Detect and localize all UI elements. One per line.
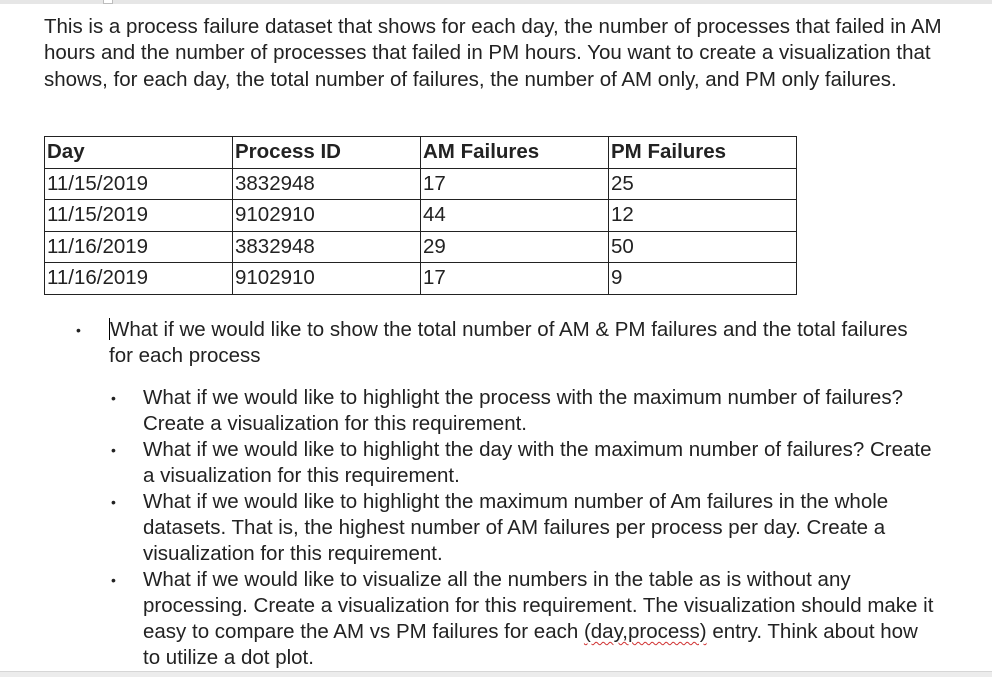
- header-am-failures[interactable]: AM Failures: [421, 137, 609, 169]
- table-cell[interactable]: 17: [421, 168, 609, 200]
- table-header-row: [45, 137, 797, 169]
- list-item[interactable]: [44, 317, 934, 671]
- document-page: [44, 14, 964, 669]
- ruler-marker: [103, 0, 113, 4]
- list-item[interactable]: [109, 489, 934, 567]
- table-cell[interactable]: 17: [421, 263, 609, 295]
- table-cell[interactable]: 3832948: [233, 231, 421, 263]
- table-cell[interactable]: 9102910: [233, 200, 421, 232]
- bullet-icon: •: [111, 442, 116, 458]
- table-cell[interactable]: 11/16/2019: [45, 231, 233, 263]
- table-cell[interactable]: 9: [609, 263, 797, 295]
- list-item[interactable]: [109, 437, 934, 489]
- intro-paragraph[interactable]: This is a process failure dataset that shows for each day, the number of processes that failed in AM hours and the number of processes that failed in PM hours. You want to create a visualization that shows, for each day, the total number of failures, the number of AM only, and PM only failures.: [44, 15, 942, 91]
- bullet-icon: •: [111, 572, 116, 588]
- bullet-icon: •: [111, 494, 116, 510]
- table-cell[interactable]: 29: [421, 231, 609, 263]
- spellcheck-flagged-text[interactable]: (day,process): [583, 620, 707, 643]
- table-cell[interactable]: 9102910: [233, 263, 421, 295]
- table-cell[interactable]: 25: [609, 168, 797, 200]
- header-day[interactable]: Day: [45, 137, 233, 169]
- table-row: [45, 263, 797, 295]
- header-pm-failures[interactable]: PM Failures: [609, 137, 797, 169]
- list-item-text: What if we would like to highlight the maximum number of Am failures in the whole datasets. That is, the highest number of AM failures per process per day. Create a visualization for this requirement.: [143, 490, 889, 565]
- table-row: [45, 168, 797, 200]
- list-item-text: entry. Think about how to utilize a dot plot.: [143, 620, 918, 669]
- table-cell[interactable]: 44: [421, 200, 609, 232]
- list-item[interactable]: [109, 385, 934, 437]
- sub-bullet-list: [109, 385, 934, 671]
- bottom-page-edge: [0, 671, 992, 677]
- table-cell[interactable]: 11/15/2019: [45, 200, 233, 232]
- bullet-list: [44, 317, 934, 671]
- list-item-text: What if we would like to show the total number of AM & PM failures and the total failures for each process: [109, 318, 908, 367]
- table-cell[interactable]: 11/16/2019: [45, 263, 233, 295]
- table-cell[interactable]: 11/15/2019: [45, 168, 233, 200]
- list-item[interactable]: [109, 567, 934, 671]
- table-cell[interactable]: 50: [609, 231, 797, 263]
- bullet-icon: •: [76, 322, 81, 338]
- list-item-text: What if we would like to highlight the process with the maximum number of failures? Create a visualization for this requirement.: [143, 386, 903, 435]
- header-process-id[interactable]: Process ID: [233, 137, 421, 169]
- failure-data-table: [44, 136, 797, 295]
- top-page-edge: [0, 0, 992, 4]
- bullet-icon: •: [111, 390, 116, 406]
- table-cell[interactable]: 12: [609, 200, 797, 232]
- table-cell[interactable]: 3832948: [233, 168, 421, 200]
- table-row: [45, 231, 797, 263]
- table-row: [45, 200, 797, 232]
- list-item-text: What if we would like to highlight the day with the maximum number of failures? Create a visualization for this requirement.: [143, 438, 932, 487]
- list-item-text: What if we would like to visualize all the numbers in the table as is without any processing. Create a visualization for this requirement. The visualization should make it easy to compare the AM vs PM failures for each: [143, 568, 934, 643]
